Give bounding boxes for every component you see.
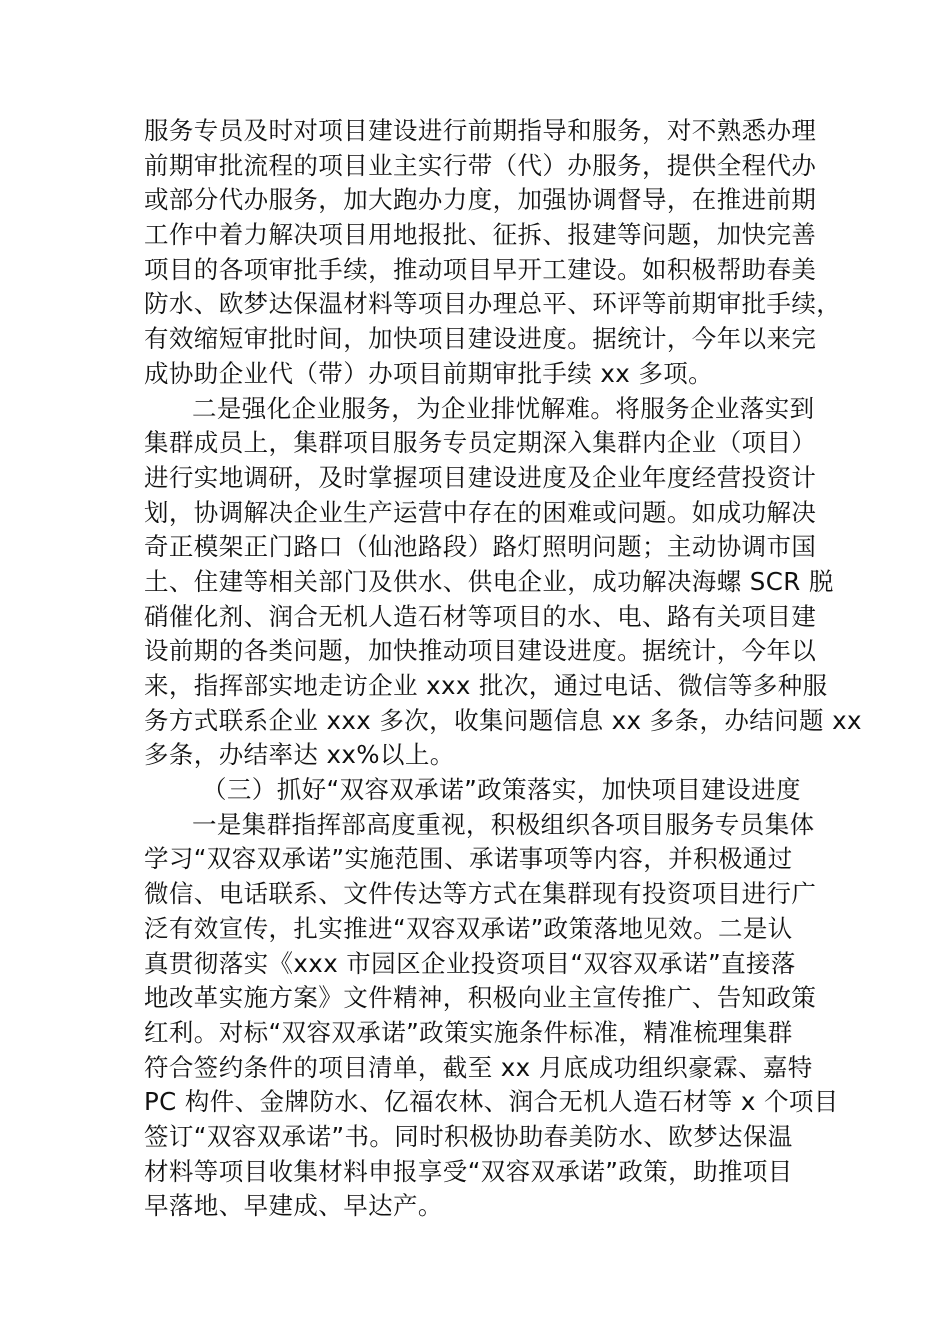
body-line: 工作中着力解决项目用地报批、征拆、报建等问题，加快完善: [144, 220, 817, 250]
body-line: 或部分代办服务，加大跑办力度，加强协调督导，在推进前期: [144, 185, 817, 215]
body-line: 服务专员及时对项目建设进行前期指导和服务，对不熟悉办理: [144, 116, 817, 145]
body-line: 学习“双容双承诺”实施范围、承诺事项等内容，并积极通过: [144, 844, 793, 874]
paragraph-start-line: 二是强化企业服务，为企业排忧解难。将服务企业落实到: [192, 393, 815, 423]
body-line: 集群成员上，集群项目服务专员定期深入集群内企业（项目）: [144, 428, 817, 458]
body-line: 地改革实施方案》文件精神，积极向业主宣传推广、告知政策: [144, 983, 817, 1013]
body-line: 硝催化剂、润合无机人造石材等项目的水、电、路有关项目建: [144, 601, 817, 631]
body-line: 项目的各项审批手续，推动项目早开工建设。如积极帮助春美: [144, 254, 817, 284]
body-line: 材料等项目收集材料申报享受“双容双承诺”政策，助推项目: [144, 1156, 793, 1186]
body-line: 早落地、早建成、早达产。: [144, 1191, 443, 1221]
document-body: [144, 114, 862, 1224]
body-line: 前期审批流程的项目业主实行带（代）办服务，提供全程代办: [144, 150, 817, 180]
body-line: 务方式联系企业 xxx 多次，收集问题信息 xx 多条，办结问题 xx: [144, 705, 862, 735]
body-line: 有效缩短审批时间，加快项目建设进度。据统计，今年以来完: [144, 324, 817, 354]
body-line: 真贯彻落实《xxx 市园区企业投资项目“双容双承诺”直接落: [144, 948, 796, 978]
body-line: 划，协调解决企业生产运营中存在的困难或问题。如成功解决: [144, 497, 817, 527]
body-line: 来，指挥部实地走访企业 xxx 批次，通过电话、微信等多种服: [144, 671, 828, 700]
body-line: 微信、电话联系、文件传达等方式在集群现有投资项目进行广: [144, 879, 817, 909]
body-line: PC 构件、金牌防水、亿福农林、润合无机人造石材等 x 个项目: [144, 1087, 839, 1117]
body-line: 设前期的各类问题，加快推动项目建设进度。据统计，今年以: [144, 636, 817, 666]
body-line: 成协助企业代（带）办项目前期审批手续 xx 多项。: [144, 358, 714, 388]
body-line: 泛有效宣传，扎实推进“双容双承诺”政策落地见效。二是认: [144, 913, 793, 943]
body-line: 土、住建等相关部门及供水、供电企业，成功解决海螺 SCR 脱: [144, 566, 834, 596]
body-line: 红利。对标“双容双承诺”政策实施条件标准，精准梳理集群: [144, 1017, 793, 1047]
body-line: 符合签约条件的项目清单，截至 xx 月底成功组织豪霖、嘉特: [144, 1052, 813, 1082]
paragraph-start-line: 一是集群指挥部高度重视，积极组织各项目服务专员集体: [192, 809, 815, 839]
body-line: 签订“双容双承诺”书。同时积极协助春美防水、欧梦达保温: [144, 1121, 793, 1151]
body-line: 防水、欧梦达保温材料等项目办理总平、环评等前期审批手续，: [144, 289, 842, 319]
body-line: 多条，办结率达 xx%以上。: [144, 740, 455, 770]
body-line: 进行实地调研，及时掌握项目建设进度及企业年度经营投资计: [144, 462, 817, 492]
section-heading: （三）抓好“双容双承诺”政策落实，加快项目建设进度: [202, 775, 801, 805]
body-line: 奇正模架正门路口（仙池路段）路灯照明问题；主动协调市国: [144, 532, 817, 562]
